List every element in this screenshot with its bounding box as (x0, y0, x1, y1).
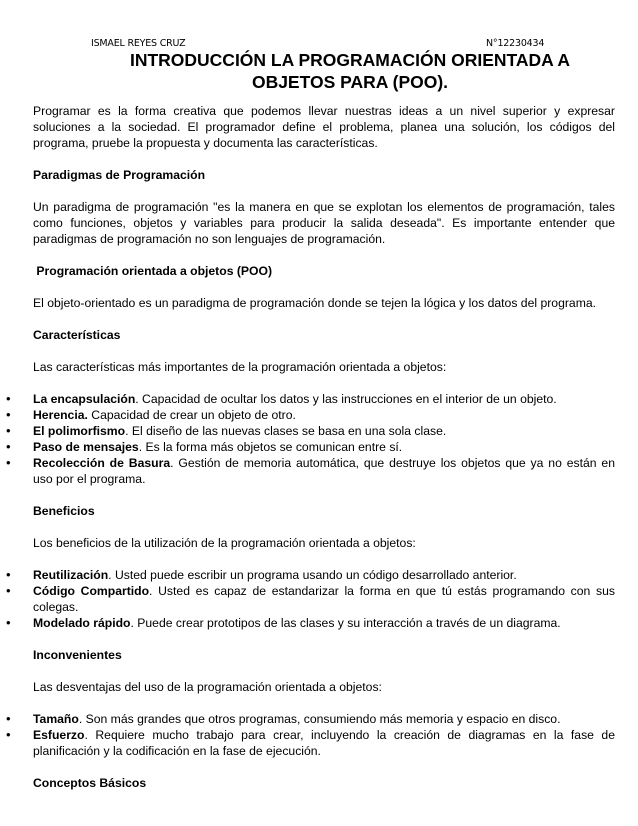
poo-paragraph: El objeto-orientado es un paradigma de programación donde se tejen la lógica y los datos del programa. (33, 296, 597, 310)
paradigmas-heading: Paradigmas de Programación (33, 168, 206, 182)
title-line-2: OBJETOS PARA (POO). (251, 72, 449, 92)
list-item: • Paso de mensajes. Es la forma más objetos se comunican entre sí. (33, 439, 615, 455)
beneficios-heading: Beneficios (33, 504, 95, 518)
intro-paragraph: Programar es la forma creativa que podemos llevar nuestras ideas a un nivel superior y expresar soluciones a la sociedad. El programador define el problema, planea una solución, los códigos del programa, pruebe la propuesta y documenta las características. (33, 104, 615, 150)
list-item: • Modelado rápido. Puede crear prototipos de las clases y su interacción a través de un diagrama. (33, 615, 615, 631)
title-line-1: INTRODUCCIÓN LA PROGRAMACIÓN ORIENTADA A (129, 50, 571, 70)
list-item: • Tamaño. Son más grandes que otros programas, consumiendo más memoria y espacio en disco. (33, 711, 615, 727)
inconvenientes-intro: Las desventajas del uso de la programación orientada a objetos: (33, 680, 382, 694)
beneficios-list (33, 567, 615, 631)
caracteristicas-heading: Características (33, 328, 121, 342)
beneficios-intro: Los beneficios de la utilización de la programación orientada a objetos: (33, 536, 416, 550)
conceptos-heading: Conceptos Básicos (33, 776, 147, 790)
list-item: • Código Compartido. Usted es capaz de estandarizar la forma en que tú estás programando con sus colegas. (33, 583, 615, 615)
list-item: • El polimorfismo. El diseño de las nuevas clases se basa en una sola clase. (33, 423, 615, 439)
header-author: ISMAEL REYES CRUZ (91, 38, 186, 49)
document-body (33, 103, 615, 791)
inconvenientes-heading: Inconvenientes (33, 648, 122, 662)
inconvenientes-list (33, 711, 615, 759)
list-item: • Reutilización. Usted puede escribir un programa usando un código desarrollado anterior. (33, 567, 615, 583)
header-number: N°12230434 (486, 38, 545, 49)
caracteristicas-intro: Las características más importantes de la programación orientada a objetos: (33, 360, 447, 374)
poo-heading: Programación orientada a objetos (POO) (36, 264, 273, 278)
caracteristicas-list (33, 391, 615, 487)
list-item: • Herencia. Capacidad de crear un objeto de otro. (33, 407, 615, 423)
list-item: • La encapsulación. Capacidad de ocultar los datos y las instrucciones en el interior de un objeto. (33, 391, 615, 407)
list-item: • Recolección de Basura. Gestión de memoria automática, que destruye los objetos que ya no están en uso por el programa. (33, 455, 615, 487)
list-item: • Esfuerzo. Requiere mucho trabajo para crear, incluyendo la creación de diagramas en la fase de planificación y la codificación en la fase de ejecución. (33, 727, 615, 759)
document-title (100, 49, 600, 93)
paradigmas-paragraph: Un paradigma de programación "es la manera en que se explotan los elementos de programación, tales como funciones, objetos y variables para producir la salida deseada". Es importante entender que paradigmas de programación no son lenguajes de programación. (33, 200, 615, 246)
